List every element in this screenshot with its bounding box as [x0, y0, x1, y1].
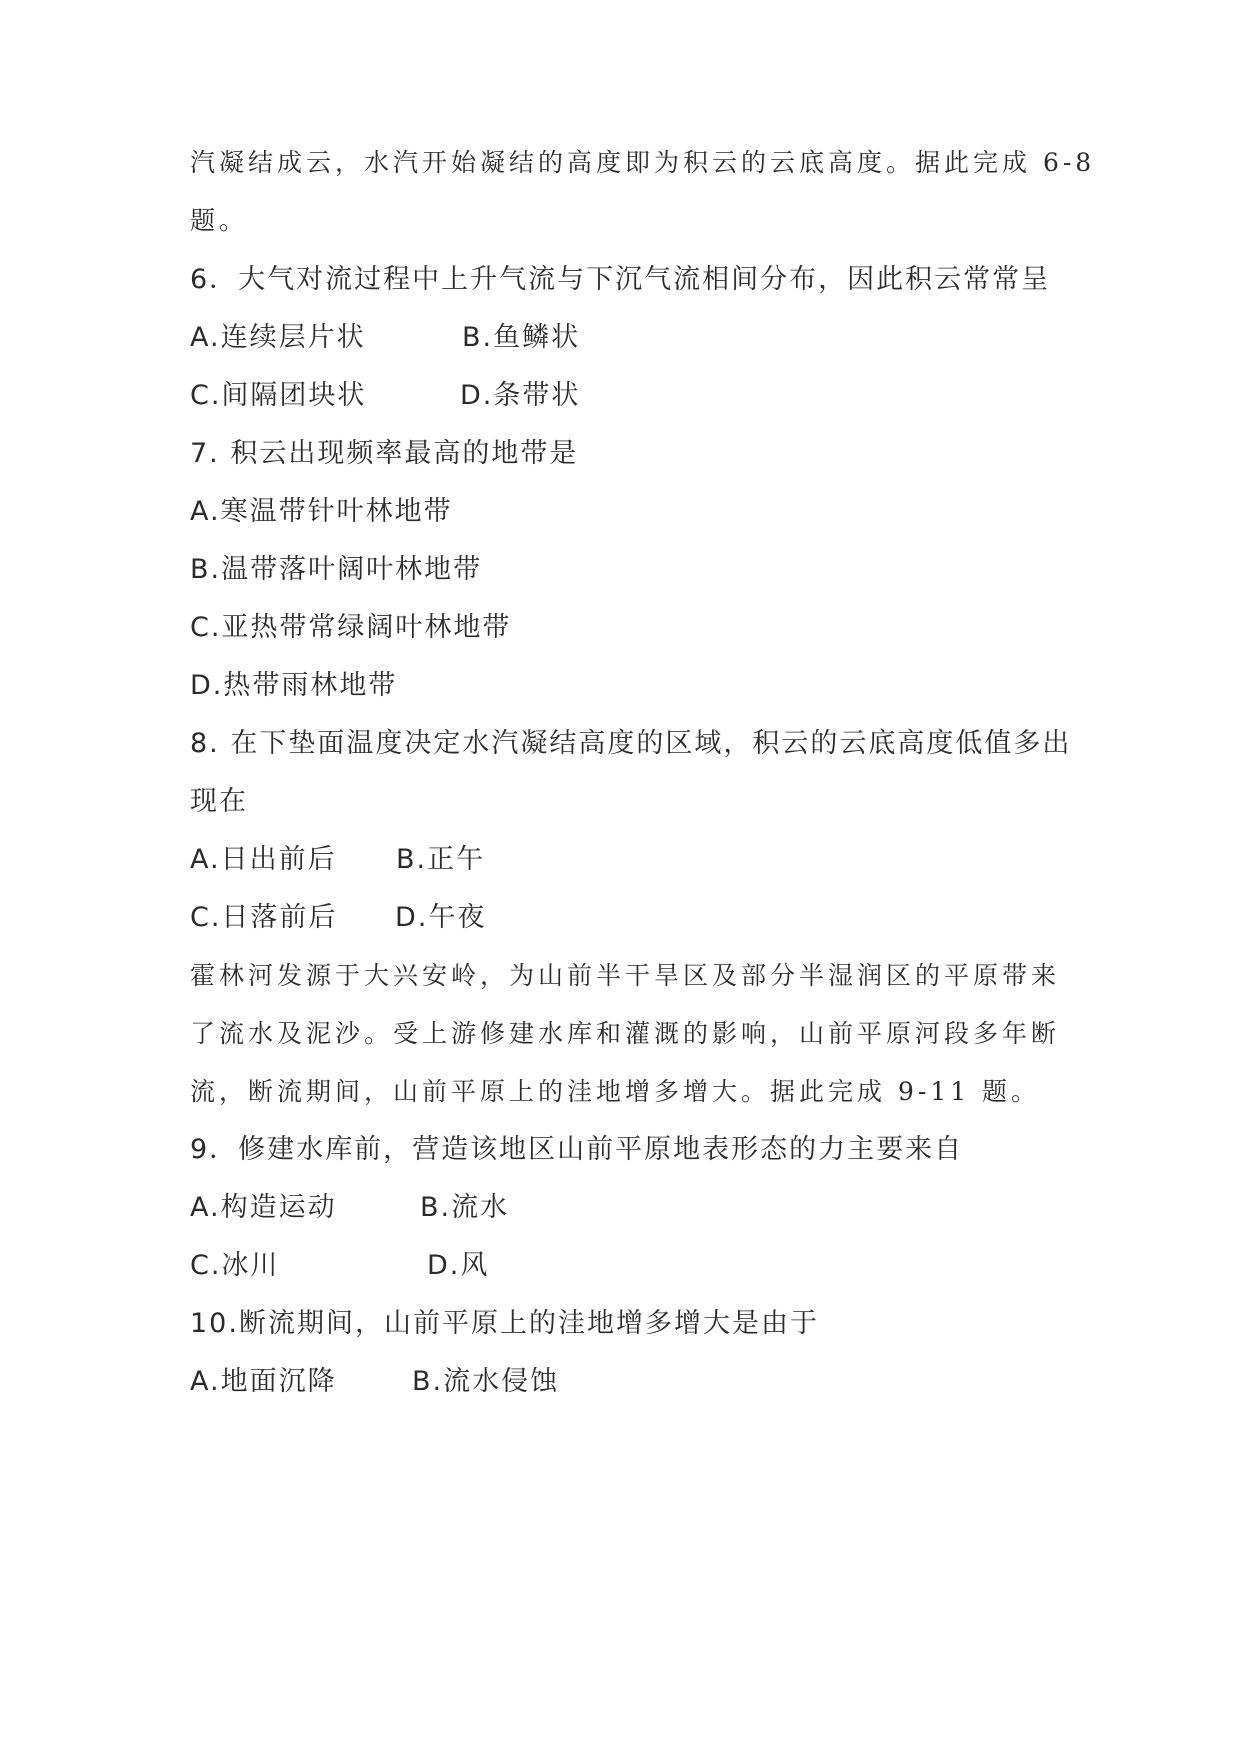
question-10-option-b: B.流水侵蚀 [412, 1366, 560, 1397]
passage-2-line-3: 流，断流期间，山前平原上的洼地增多增大。据此完成 9-11 题。 [190, 1077, 1041, 1106]
question-9-option-a: A.构造运动 [190, 1192, 337, 1223]
question-9-option-d: D.风 [427, 1250, 490, 1281]
question-10-stem: 10.断流期间，山前平原上的洼地增多增大是由于 [190, 1308, 819, 1339]
question-7-option-d: D.热带雨林地带 [190, 670, 398, 701]
passage-1-line-2: 题。 [190, 206, 249, 235]
passage-2-line-2: 了流水及泥沙。受上游修建水库和灌溉的影响，山前平原河段多年断 [190, 1019, 1061, 1048]
question-8-option-d: D.午夜 [395, 902, 487, 933]
passage-1-line-1: 汽凝结成云，水汽开始凝结的高度即为积云的云底高度。据此完成 6-8 [190, 148, 1096, 177]
question-6-option-a: A.连续层片状 [190, 322, 366, 353]
question-8-option-b: B.正午 [396, 844, 486, 875]
question-9-stem: 9．修建水库前，营造该地区山前平原地表形态的力主要来自 [190, 1134, 964, 1165]
question-8-stem-line-2: 现在 [190, 786, 248, 817]
question-10-option-a: A.地面沉降 [190, 1366, 337, 1397]
question-9-option-b: B.流水 [420, 1192, 510, 1223]
passage-2-line-1: 霍林河发源于大兴安岭，为山前半干旱区及部分半湿润区的平原带来 [190, 961, 1061, 990]
question-8-option-c: C.日落前后 [190, 902, 338, 933]
question-7-stem: 7. 积云出现频率最高的地带是 [190, 438, 579, 469]
question-9-option-c: C.冰川 [190, 1250, 280, 1281]
question-8-stem-line-1: 8. 在下垫面温度决定水汽凝结高度的区域，积云的云底高度低值多出 [190, 728, 1072, 759]
question-6-option-d: D.条带状 [460, 380, 581, 411]
question-7-option-c: C.亚热带常绿阔叶林地带 [190, 612, 512, 643]
question-6-stem: 6．大气对流过程中上升气流与下沉气流相间分布，因此积云常常呈 [190, 264, 1051, 295]
question-7-option-b: B.温带落叶阔叶林地带 [190, 554, 483, 585]
question-6-option-c: C.间隔团块状 [190, 380, 367, 411]
question-6-option-b: B.鱼鳞状 [462, 322, 581, 353]
question-8-option-a: A.日出前后 [190, 844, 337, 875]
question-7-option-a: A.寒温带针叶林地带 [190, 496, 453, 527]
